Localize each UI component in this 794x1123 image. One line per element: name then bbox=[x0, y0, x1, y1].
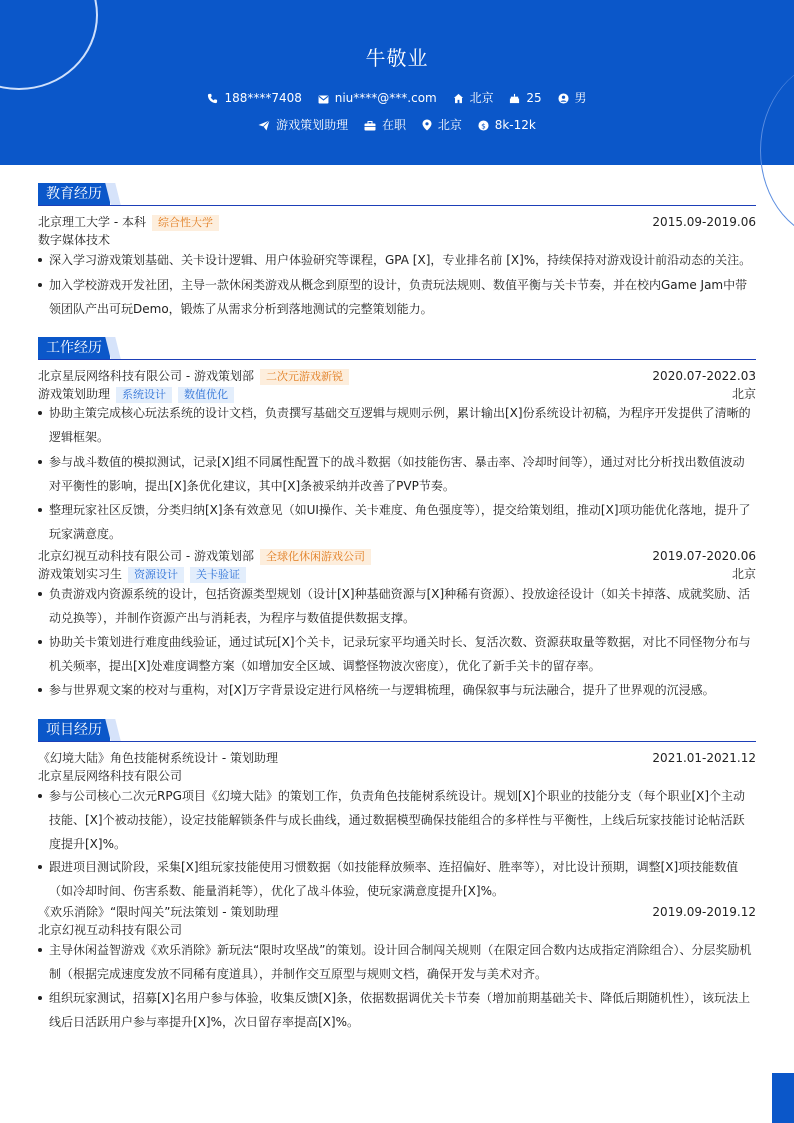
user-icon bbox=[558, 93, 569, 104]
list-item: 协助主策完成核心玩法系统的设计文档，负责撰写基础交互逻辑与规则示例，累计输出[X]份系统设计初稿，为程序开发提供了清晰的逻辑框架。 bbox=[38, 401, 756, 449]
skill-tag: 系统设计 bbox=[116, 387, 172, 403]
project-name: 《幻境大陆》角色技能树系统设计 - 策划助理 bbox=[38, 751, 278, 765]
city-text: 北京 bbox=[469, 91, 494, 105]
phone-info bbox=[207, 91, 301, 105]
job-location: 北京 bbox=[731, 567, 756, 581]
education-major-row bbox=[38, 231, 756, 249]
status-info bbox=[364, 116, 406, 133]
age-info bbox=[509, 91, 541, 105]
gender-text: 男 bbox=[574, 91, 587, 105]
job-date: 2020.07-2022.03 bbox=[652, 369, 756, 383]
email-text: niu****@***.com bbox=[334, 90, 437, 105]
resume-header bbox=[0, 0, 794, 165]
work-section-header bbox=[38, 337, 756, 360]
status-text: 在职 bbox=[382, 118, 407, 132]
job-company-row bbox=[38, 367, 756, 385]
project-company: 北京星辰网络科技有限公司 bbox=[38, 769, 183, 783]
intent-city-info bbox=[422, 116, 462, 133]
money-icon bbox=[478, 120, 489, 131]
phone-icon bbox=[207, 93, 218, 104]
list-item: 参与公司核心二次元RPG项目《幻境大陆》的策划工作，负责角色技能树系统设计。规划[X]个职业的技能分支（每个职业[X]个主动技能、[X]个被动技能），设定技能解锁条件与成长曲线，通过数据模型确保技能组合的多样性与平衡性，上线后玩家技能讨论帖活跃度提升[X]%。 bbox=[38, 784, 756, 856]
school-tag: 综合性大学 bbox=[152, 215, 219, 231]
phone-text: 188****7408 bbox=[224, 90, 302, 105]
contact-info-row bbox=[0, 89, 794, 106]
job-role-row bbox=[38, 565, 756, 583]
education-section-header bbox=[38, 183, 756, 206]
job-company-row bbox=[38, 547, 756, 565]
list-item: 参与战斗数值的模拟测试，记录[X]组不同属性配置下的战斗数据（如技能伤害、暴击率、冷却时间等），通过对比分析找出数值波动对平衡性的影响，提出[X]条优化建议，其中[X]条被采纳并改善了PVP节奏。 bbox=[38, 450, 756, 498]
list-item: 组织玩家测试，招募[X]名用户参与体验，收集反馈[X]条，依据数据调优关卡节奏（增加前期基础关卡、降低后期随机性），该玩法上线后日活跃用户参与率提升[X]%，次日留存率提高[X]%。 bbox=[38, 986, 756, 1034]
gender-info bbox=[558, 89, 587, 106]
project-date: 2021.01-2021.12 bbox=[652, 751, 756, 765]
age-text: 25 bbox=[526, 90, 542, 105]
list-item: 跟进项目测试阶段，采集[X]组玩家技能使用习惯数据（如技能释放频率、连招偏好、胜率等），对比设计预期，调整[X]项技能数值（如冷却时间、伤害系数、能量消耗等），优化了战斗体验，使玩家满意度提升[X]%。 bbox=[38, 855, 756, 903]
section-title: 工作经历 bbox=[38, 337, 110, 359]
projects-section-header bbox=[38, 719, 756, 742]
company-tag: 全球化休闲游戏公司 bbox=[260, 549, 371, 565]
intent-position-info bbox=[258, 116, 348, 133]
school-name: 北京理工大学 - 本科 bbox=[38, 215, 146, 229]
project-name-row bbox=[38, 749, 756, 767]
email-info bbox=[318, 91, 437, 105]
candidate-name: 牛敬业 bbox=[365, 46, 429, 70]
project-date: 2019.09-2019.12 bbox=[652, 905, 756, 919]
list-item: 深入学习游戏策划基础、关卡设计逻辑、用户体验研究等课程，GPA [X]，专业排名前 [X]%，持续保持对游戏设计前沿动态的关注。 bbox=[38, 248, 756, 272]
briefcase-icon bbox=[364, 121, 376, 131]
list-item: 参与世界观文案的校对与重构，对[X]万字背景设定进行风格统一与逻辑梳理，确保叙事与玩法融合，提升了世界观的沉浸感。 bbox=[38, 678, 756, 702]
section-title: 项目经历 bbox=[38, 719, 110, 741]
decorative-corner-block bbox=[772, 1073, 794, 1123]
mail-icon bbox=[318, 95, 329, 104]
intent-city-text: 北京 bbox=[437, 118, 462, 132]
job-intent-row bbox=[0, 116, 794, 133]
skill-tag: 数值优化 bbox=[178, 387, 234, 403]
list-item: 整理玩家社区反馈，分类归纳[X]条有效意见（如UI操作、关卡难度、角色强度等），提交给策划组，推动[X]项功能优化落地，提升了玩家满意度。 bbox=[38, 498, 756, 546]
salary-text: 8k-12k bbox=[494, 117, 536, 132]
location-pin-icon bbox=[422, 119, 432, 131]
city-info bbox=[453, 89, 494, 106]
home-icon bbox=[453, 93, 464, 104]
company-name: 北京星辰网络科技有限公司 - 游戏策划部 bbox=[38, 369, 254, 383]
list-item: 负责游戏内资源系统的设计，包括资源类型规划（设计[X]种基础资源与[X]种稀有资源）、投放途径设计（如关卡掉落、成就奖励、活动兑换等），并制作资源产出与消耗表，为程序与数值提供数据支撑。 bbox=[38, 582, 756, 630]
major-name: 数字媒体技术 bbox=[38, 233, 111, 247]
list-item: 主导休闲益智游戏《欢乐消除》新玩法“限时攻坚战”的策划。设计回合制闯关规则（在限定回合数内达成指定消除组合）、分层奖励机制（根据完成速度发放不同稀有度道具），并制作交互原型与规则文档，确保开发与美术对齐。 bbox=[38, 938, 756, 986]
list-item: 加入学校游戏开发社团，主导一款休闲类游戏从概念到原型的设计，负责玩法规则、数值平衡与关卡节奏，并在校内Game Jam中带领团队产出可玩Demo，锻炼了从需求分析到落地测试的完整策划能力。 bbox=[38, 273, 756, 321]
section-title: 教育经历 bbox=[38, 183, 110, 205]
project-company: 北京幻视互动科技有限公司 bbox=[38, 923, 183, 937]
list-item: 协助关卡策划进行难度曲线验证，通过试玩[X]个关卡，记录玩家平均通关时长、复活次数、资源获取量等数据，对比不同怪物分布与机关频率，提出[X]处难度调整方案（如增加安全区域、调整怪物波次密度），优化了新手关卡的留存率。 bbox=[38, 630, 756, 678]
svg-text:$: $ bbox=[480, 120, 486, 130]
project-company-row bbox=[38, 921, 756, 939]
cake-icon bbox=[509, 93, 520, 104]
skill-tag: 关卡验证 bbox=[190, 567, 246, 583]
job-location: 北京 bbox=[731, 387, 756, 401]
salary-info bbox=[478, 118, 536, 132]
company-name: 北京幻视互动科技有限公司 - 游戏策划部 bbox=[38, 549, 254, 563]
project-name: 《欢乐消除》“限时闯关”玩法策划 - 策划助理 bbox=[38, 905, 279, 919]
job-date: 2019.07-2020.06 bbox=[652, 549, 756, 563]
job-role: 游戏策划助理 bbox=[38, 387, 111, 401]
project-name-row bbox=[38, 903, 756, 921]
intent-position-text: 游戏策划助理 bbox=[276, 118, 349, 132]
education-school-row bbox=[38, 213, 756, 231]
job-role: 游戏策划实习生 bbox=[38, 567, 123, 581]
education-date: 2015.09-2019.06 bbox=[652, 215, 756, 229]
project-company-row bbox=[38, 767, 756, 785]
skill-tag: 资源设计 bbox=[128, 567, 184, 583]
send-icon bbox=[258, 120, 270, 131]
company-tag: 二次元游戏新锐 bbox=[260, 369, 349, 385]
